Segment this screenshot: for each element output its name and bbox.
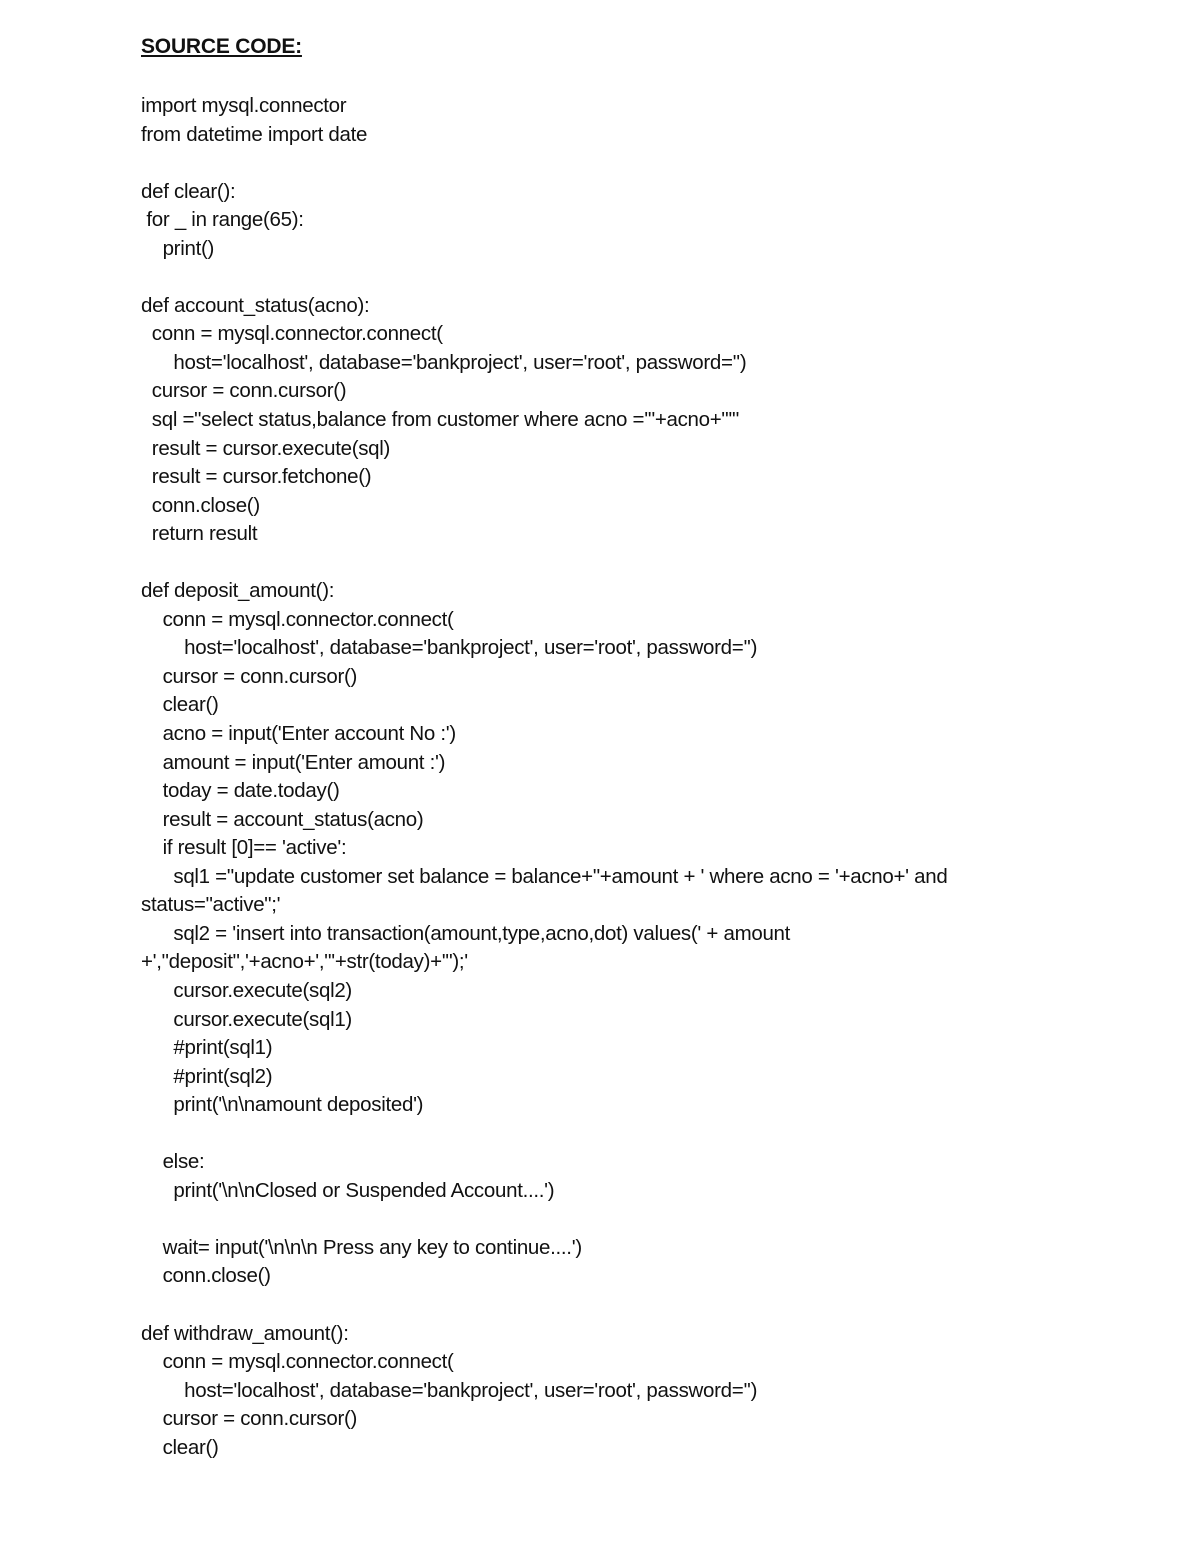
code-line: conn.close() bbox=[141, 1264, 271, 1288]
code-line: #print(sql1) bbox=[141, 1036, 273, 1060]
code-line: import mysql.connector bbox=[141, 94, 347, 117]
code-line: sql2 = 'insert into transaction(amount,type,acno,dot) values(' + amount bbox=[141, 921, 791, 945]
code-line: print('\n\namount deposited') bbox=[141, 1093, 424, 1117]
code-line: clear() bbox=[141, 693, 219, 717]
code-line: result = cursor.fetchone() bbox=[141, 465, 372, 489]
code-line: result = cursor.execute(sql) bbox=[141, 436, 391, 460]
code-line bbox=[141, 263, 1101, 292]
code-line: host='localhost', database='bankproject', user='root', password='') bbox=[141, 636, 758, 660]
code-line: for _ in range(65): bbox=[141, 208, 304, 232]
code-line: if result [0]== 'active': bbox=[141, 836, 347, 860]
code-line: cursor = conn.cursor() bbox=[141, 379, 347, 403]
code-line: acno = input('Enter account No :') bbox=[141, 722, 456, 746]
code-line bbox=[141, 1205, 1101, 1234]
code-line: cursor.execute(sql1) bbox=[141, 1007, 352, 1031]
code-line: conn = mysql.connector.connect( bbox=[141, 322, 443, 346]
code-line: wait= input('\n\n\n Press any key to continue....') bbox=[141, 1235, 582, 1259]
code-line: def deposit_amount(): bbox=[141, 579, 335, 603]
code-line: print('\n\nClosed or Suspended Account....') bbox=[141, 1178, 555, 1202]
section-heading: SOURCE CODE: bbox=[141, 35, 302, 58]
code-line: +',"deposit",'+acno+',"'+str(today)+'");' bbox=[141, 950, 468, 974]
code-line: cursor = conn.cursor() bbox=[141, 664, 358, 688]
code-line: cursor = conn.cursor() bbox=[141, 1407, 358, 1431]
code-line: print() bbox=[141, 236, 215, 260]
code-line: #print(sql2) bbox=[141, 1064, 273, 1088]
code-line bbox=[141, 149, 1101, 178]
code-line: today = date.today() bbox=[141, 779, 340, 803]
code-line: def account_status(acno): bbox=[141, 293, 370, 317]
code-line: sql ="select status,balance from customer where acno ='"+acno+"'" bbox=[141, 408, 739, 432]
code-line: amount = input('Enter amount :') bbox=[141, 750, 446, 774]
code-line bbox=[141, 549, 1101, 578]
code-line: host='localhost', database='bankproject', user='root', password='') bbox=[141, 350, 747, 374]
code-line: conn = mysql.connector.connect( bbox=[141, 607, 454, 631]
code-line: result = account_status(acno) bbox=[141, 807, 424, 831]
code-line: status="active";' bbox=[141, 893, 281, 917]
code-line bbox=[141, 1120, 1101, 1149]
code-line: conn.close() bbox=[141, 493, 260, 517]
code-line: else: bbox=[141, 1150, 205, 1174]
code-line: from datetime import date bbox=[141, 122, 368, 146]
code-line bbox=[141, 1291, 1101, 1320]
code-line: sql1 ="update customer set balance = balance+"+amount + ' where acno = '+acno+' and bbox=[141, 864, 948, 888]
code-line: clear() bbox=[141, 1435, 219, 1459]
code-line: conn = mysql.connector.connect( bbox=[141, 1350, 454, 1374]
code-line: def withdraw_amount(): bbox=[141, 1321, 349, 1345]
code-line: host='localhost', database='bankproject', user='root', password='') bbox=[141, 1378, 758, 1402]
code-line: def clear(): bbox=[141, 179, 236, 203]
source-code-block bbox=[141, 92, 1101, 1462]
code-line: cursor.execute(sql2) bbox=[141, 978, 352, 1002]
code-line: return result bbox=[141, 522, 258, 546]
